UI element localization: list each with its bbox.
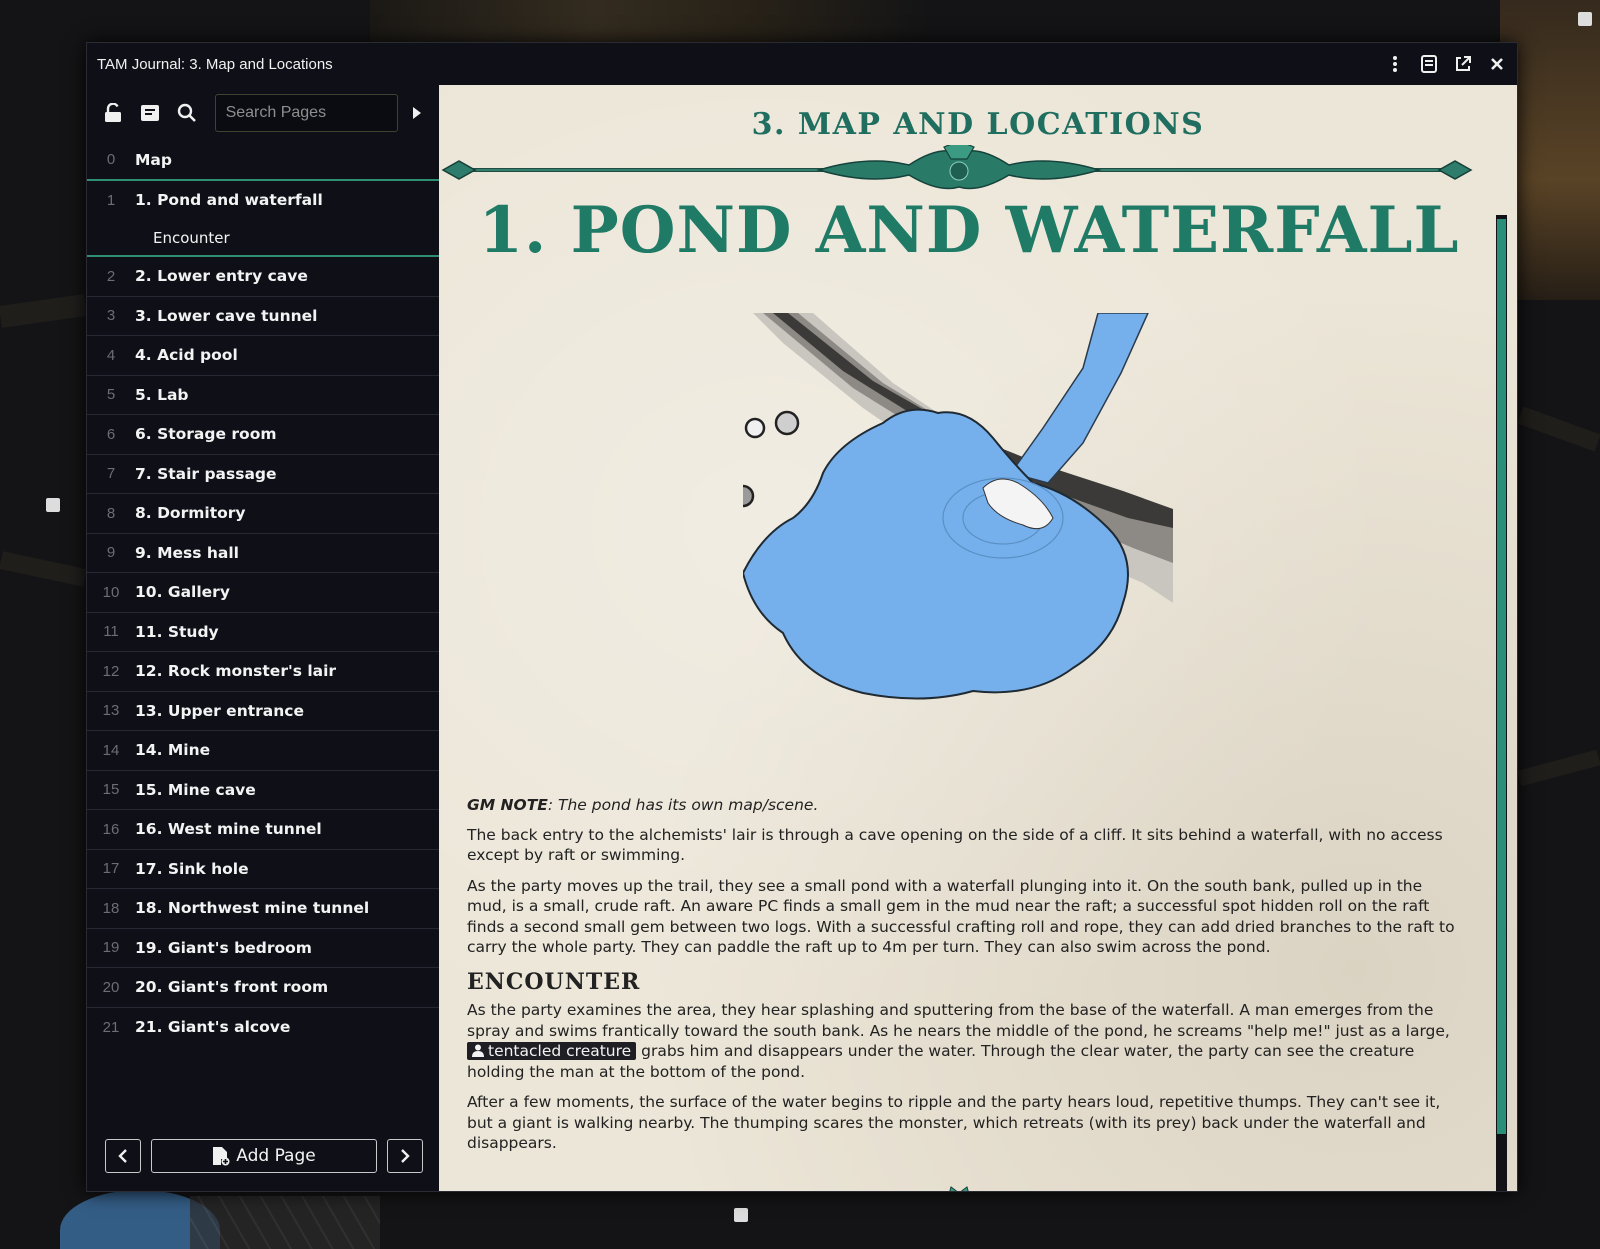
paragraph [467,1000,1457,1082]
page-number: 20 [102,978,120,996]
page-item[interactable] [87,297,439,337]
add-page-label: Add Page [236,1146,316,1166]
page-name: 17. Sink hole [135,859,249,878]
page-name: 18. Northwest mine tunnel [135,899,370,918]
unlock-icon[interactable] [99,99,126,127]
page-name: 3. Lower cave tunnel [135,306,318,325]
map-note-icon[interactable] [1578,12,1592,26]
page-number: 1 [106,191,116,209]
content-scrollbar[interactable] [1496,215,1507,1191]
page-item[interactable] [87,534,439,574]
paragraph-text: grabs him and disappears under the water. Through the clear water, the party can see the creature holding the man at the bottom of the pond. [467,1042,1415,1081]
canvas-wall [1517,407,1600,452]
page-list [87,141,439,1047]
page-number: 14 [102,741,120,759]
page-item[interactable] [87,376,439,416]
page-number: 19 [102,939,120,957]
page-name: 20. Giant's front room [135,978,329,997]
page-name: 12. Rock monster's lair [135,662,337,681]
page-item-pond-and-waterfall[interactable] [87,181,439,221]
page-item[interactable] [87,889,439,929]
page-name: 14. Mine [135,741,211,760]
user-icon [472,1044,484,1057]
page-number: 6 [106,425,116,443]
page-name: 9. Mess hall [135,543,239,562]
page-number: 5 [106,386,116,404]
map-note-icon[interactable] [46,498,60,512]
page-item-map[interactable] [87,141,439,181]
next-page-button[interactable] [387,1139,423,1173]
footer-ornament [909,1181,1009,1191]
more-vertical-icon[interactable] [1385,54,1405,74]
page-name: 7. Stair passage [135,464,277,483]
page-item[interactable] [87,692,439,732]
page-item[interactable] [87,573,439,613]
page-item[interactable] [87,850,439,890]
page-name: Map [135,150,172,169]
previous-page-button[interactable] [105,1139,141,1173]
page-item[interactable] [87,731,439,771]
page-header: 3. MAP AND LOCATIONS [751,107,1205,142]
search-pages-input[interactable] [215,94,398,132]
actor-link-tentacled-creature[interactable] [467,1042,636,1060]
map-note-icon[interactable] [734,1208,748,1222]
close-icon[interactable] [1487,54,1507,74]
page-name: 1. Pond and waterfall [135,191,323,210]
page-name: 16. West mine tunnel [135,820,322,839]
canvas-hex-grid [190,1196,380,1249]
page-item[interactable] [87,613,439,653]
page-number: 17 [102,860,120,878]
page-number: 3 [106,307,116,325]
page-name: 4. Acid pool [135,346,238,365]
page-item[interactable] [87,455,439,495]
section-heading-encounter: ENCOUNTER [467,968,641,995]
window-titlebar[interactable] [87,43,1517,85]
pages-sidebar [87,85,439,1191]
canvas-map-edge-top [370,0,930,42]
page-number: 16 [102,820,120,838]
page-number: 11 [103,623,119,641]
page-item[interactable] [87,257,439,297]
page-number: 15 [102,781,120,799]
collapse-sidebar-icon[interactable] [408,103,427,123]
journal-window [86,42,1518,1192]
page-item[interactable] [87,771,439,811]
pond-map-image [743,313,1187,705]
page-number: 2 [106,267,116,285]
journal-icon[interactable] [1419,54,1439,74]
page-name: 6. Storage room [135,425,277,444]
page-number: 9 [106,544,116,562]
gm-note-text: : The pond has its own map/scene. [547,796,819,814]
page-item[interactable] [87,929,439,969]
gm-note [467,795,1457,816]
page-item[interactable] [87,810,439,850]
page-number: 10 [102,583,120,601]
page-name: 10. Gallery [135,583,230,602]
search-icon[interactable] [173,99,200,127]
scrollbar-thumb[interactable] [1497,219,1506,1134]
canvas-wall [1517,750,1600,787]
chevron-left-icon [118,1148,128,1164]
page-item[interactable] [87,415,439,455]
page-item[interactable] [87,652,439,692]
page-number: 8 [106,504,116,522]
paragraph: After a few moments, the surface of the water begins to ripple and the party hears loud, repetitive thumps. They can't see it, but a giant is walking nearby. The thumping scares the monster, which retreats (with its prey) back under the waterfall and disappears. [467,1093,1441,1152]
chevron-right-icon [400,1148,410,1164]
sidebar-footer [105,1139,423,1173]
page-number: 21 [102,1018,120,1036]
paragraph: As the party moves up the trail, they see a small pond with a waterfall plunging into it. On the south bank, pulled up in the mud, is a small, crude raft. An aware PC finds a small gem in the mud near the raft; a successful spot hidden roll on the raft finds a second small gem between two logs. With a successful crafting roll and rope, they can add dried branches to the raft to carry the whole party. They can paddle the raft up to 4m per turn. They can also swim across the pond. [467,876,1455,956]
notes-icon[interactable] [136,99,163,127]
page-name: 13. Upper entrance [135,701,304,720]
canvas-wall [0,294,87,328]
page-number: 13 [102,702,120,720]
page-item[interactable] [87,968,439,1008]
page-number: 18 [102,899,120,917]
page-heading-encounter[interactable]: Encounter [87,220,439,257]
page-item[interactable] [87,494,439,534]
page-number: 12 [102,662,120,680]
page-name: 15. Mine cave [135,780,256,799]
page-name: 11. Study [135,622,219,641]
page-name: 21. Giant's alcove [135,1018,291,1037]
page-name: 5. Lab [135,385,189,404]
paragraph-text: As the party examines the area, they hear splashing and sputtering from the base of the waterfall. A man emerges from the spray and swims frantically toward the south bank. As he nears the middle of the pond, he screams "help me!" just as a large, [467,1001,1450,1040]
actor-link-label: tentacled creature [488,1042,632,1060]
canvas-wall [0,551,87,586]
page-title: 1. POND AND WATERFALL [478,193,1460,268]
file-plus-icon [212,1146,230,1166]
window-title: TAM Journal: 3. Map and Locations [97,55,333,73]
page-number: 0 [106,151,116,169]
page-number: 7 [106,465,116,483]
page-number: 4 [106,346,116,364]
page-item[interactable] [87,1008,439,1048]
page-name: 2. Lower entry cave [135,267,308,286]
page-name: 8. Dormitory [135,504,246,523]
paragraph: The back entry to the alchemists' lair is through a cave opening on the side of a cliff. It sits behind a waterfall, with no access except by raft or swimming. [467,825,1443,864]
popout-icon[interactable] [1453,54,1473,74]
page-item[interactable] [87,336,439,376]
gm-note-label: GM NOTE [467,796,548,814]
page-body [467,795,1457,1164]
add-page-button[interactable] [151,1139,377,1173]
journal-page-content [439,85,1517,1191]
sidebar-toolbar [87,85,439,141]
page-name: 19. Giant's bedroom [135,938,312,957]
header-ornament [439,145,1489,195]
